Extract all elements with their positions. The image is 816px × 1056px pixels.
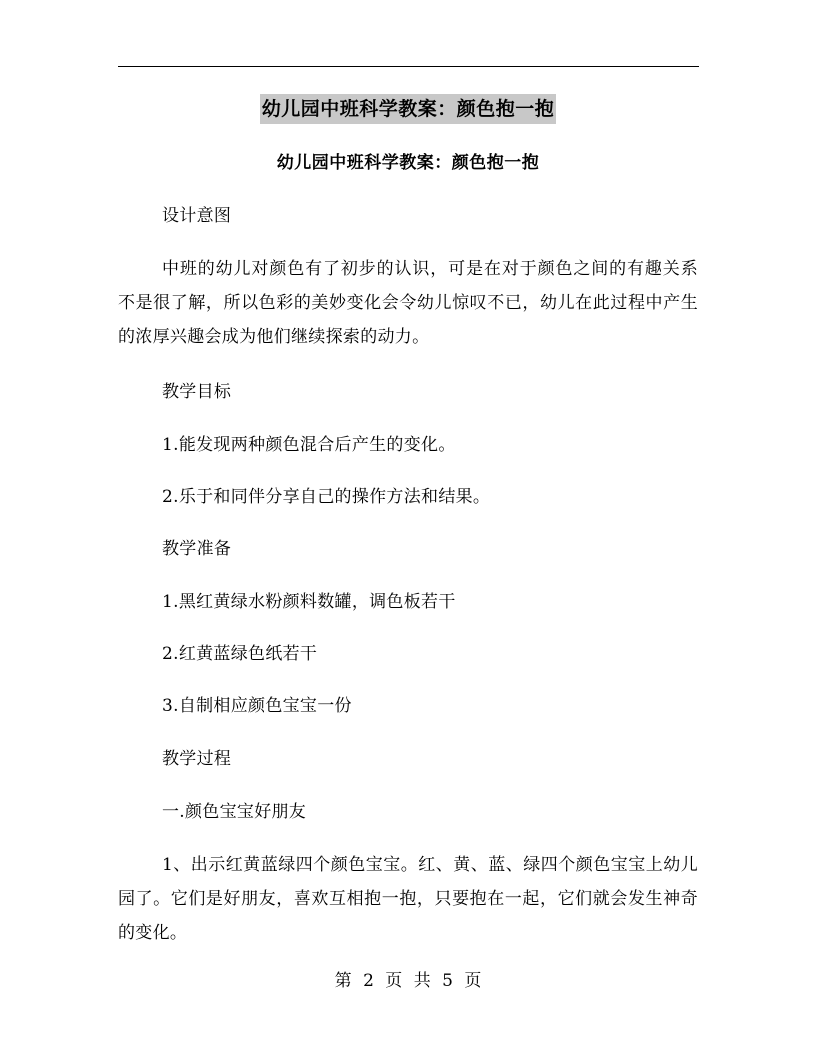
section-heading-teaching-process: 教学过程	[162, 749, 232, 769]
section-heading-teaching-prep: 教学准备	[162, 539, 232, 559]
section-heading-teaching-goals: 教学目标	[162, 382, 232, 402]
document-subtitle: 幼儿园中班科学教案：颜色抱一抱	[276, 153, 540, 173]
title-container	[0, 94, 816, 124]
section-heading-design-intent: 设计意图	[162, 206, 232, 226]
list-item-goal-1: 1.能发现两种颜色混合后产生的变化。	[162, 435, 456, 455]
paragraph-design-intent-body: 中班的幼儿对颜色有了初步的认识，可是在对于颜色之间的有趣关系不是很了解，所以色彩的美妙变化会令幼儿惊叹不已，幼儿在此过程中产生的浓厚兴趣会成为他们继续探索的动力。	[118, 259, 698, 347]
list-item-prep-3: 3.自制相应颜色宝宝一份	[162, 696, 352, 716]
paragraph-process-step-1: 1、出示红黄蓝绿四个颜色宝宝。红、黄、蓝、绿四个颜色宝宝上幼儿园了。它们是好朋友，喜欢互相抱一抱，只要抱在一起，它们就会发生神奇的变化。	[118, 855, 698, 943]
document-title: 幼儿园中班科学教案：颜色抱一抱	[260, 94, 557, 124]
list-item-prep-1: 1.黑红黄绿水粉颜料数罐，调色板若干	[162, 592, 456, 612]
header-rule	[118, 66, 699, 67]
page-number-footer: 第 2 页 共 5 页	[334, 971, 482, 991]
subheading-color-friends: 一.颜色宝宝好朋友	[162, 802, 307, 822]
list-item-goal-2: 2.乐于和同伴分享自己的操作方法和结果。	[162, 487, 491, 507]
list-item-prep-2: 2.红黄蓝绿色纸若干	[162, 644, 318, 664]
